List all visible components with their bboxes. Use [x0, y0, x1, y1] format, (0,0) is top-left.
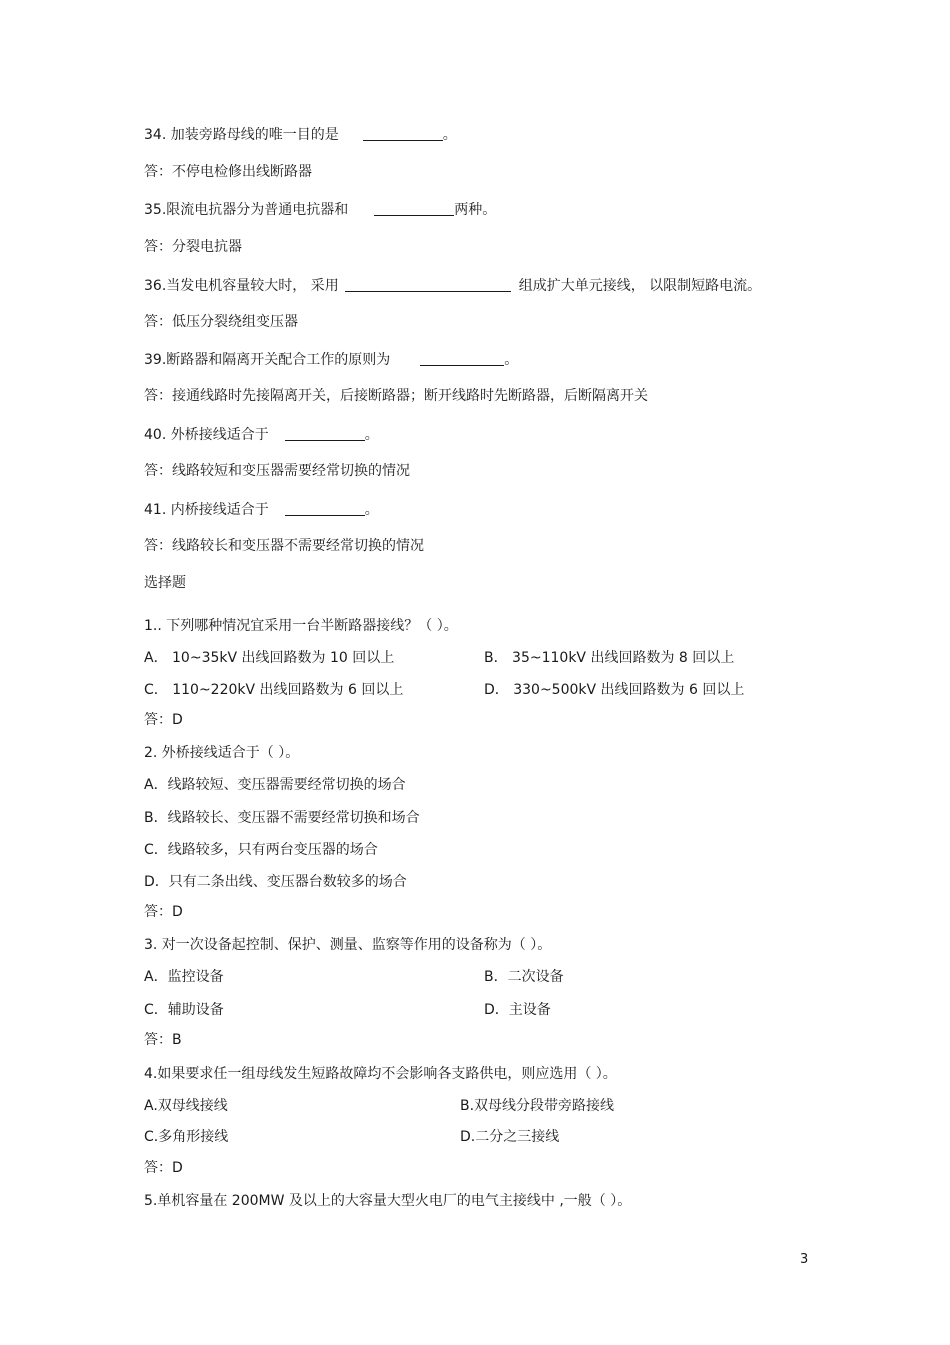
choice-question-2: 2. 外桥接线适合于（ ）。 [144, 745, 300, 761]
option-b: B． 35~110kV 出线回路数为 8 回以上 [484, 650, 735, 666]
answer-34: 答：不停电检修出线断路器 [144, 164, 312, 180]
question-tail: 。 [364, 427, 379, 443]
question-41 [144, 501, 379, 519]
answer-blank [285, 501, 365, 516]
option-b: B.双母线分段带旁路接线 [460, 1098, 615, 1114]
option-c: C．辅助设备 [144, 1002, 224, 1018]
question-text: 35.限流电抗器分为普通电抗器和 [144, 202, 349, 218]
choice-answer-4: 答：D [144, 1160, 183, 1176]
answer-35: 答：分裂电抗器 [144, 239, 242, 255]
answer-blank [420, 351, 504, 366]
choice-question-3: 3. 对一次设备起控制、保护、测量、监察等作用的设备称为（ ）。 [144, 937, 552, 953]
question-tail: 。 [442, 127, 457, 143]
page-number: 3 [800, 1252, 809, 1267]
answer-40: 答：线路较短和变压器需要经常切换的情况 [144, 463, 410, 479]
question-text: 40. 外桥接线适合于 [144, 427, 269, 443]
answer-blank [285, 426, 365, 441]
choice-answer-3: 答：B [144, 1032, 182, 1048]
choice-question-4: 4.如果要求任一组母线发生短路故障均不会影响各支路供电，则应选用（ ）。 [144, 1066, 617, 1082]
option-d: D．只有二条出线、变压器台数较多的场合 [144, 874, 407, 890]
question-text: 36.当发电机容量较大时， 采用 [144, 278, 339, 294]
question-39 [144, 351, 518, 369]
question-36 [144, 277, 761, 295]
option-a: A．线路较短、变压器需要经常切换的场合 [144, 777, 406, 793]
option-d: D.二分之三接线 [460, 1129, 560, 1145]
question-text: 41. 内桥接线适合于 [144, 502, 269, 518]
option-b: B．线路较长、变压器不需要经常切换和场合 [144, 810, 420, 826]
section-title: 选择题 [144, 575, 186, 591]
option-c: C． 110~220kV 出线回路数为 6 回以上 [144, 682, 404, 698]
question-text: 39.断路器和隔离开关配合工作的原则为 [144, 352, 391, 368]
question-40 [144, 426, 379, 444]
question-tail: 。 [364, 502, 379, 518]
choice-question-5: 5.单机容量在 200MW 及以上的大容量大型火电厂的电气主接线中 ,一般（ ）。 [144, 1193, 632, 1209]
answer-blank [363, 126, 443, 141]
option-c: C．线路较多，只有两台变压器的场合 [144, 842, 378, 858]
question-35 [144, 201, 496, 219]
question-tail: 两种。 [454, 202, 497, 218]
question-34 [144, 126, 457, 144]
choice-answer-2: 答：D [144, 904, 183, 920]
answer-36: 答：低压分裂绕组变压器 [144, 314, 298, 330]
option-b: B．二次设备 [484, 969, 564, 985]
answer-39: 答：接通线路时先接隔离开关，后接断路器；断开线路时先断路器，后断隔离开关 [144, 388, 648, 404]
answer-blank [374, 201, 454, 216]
answer-blank [345, 277, 511, 292]
question-tail: 组成扩大单元接线， 以限制短路电流。 [518, 278, 762, 294]
option-a: A．监控设备 [144, 969, 224, 985]
option-c: C.多角形接线 [144, 1129, 229, 1145]
choice-answer-1: 答：D [144, 712, 183, 728]
question-tail: 。 [504, 352, 519, 368]
question-text: 34. 加装旁路母线的唯一目的是 [144, 127, 339, 143]
option-a: A.双母线接线 [144, 1098, 228, 1114]
answer-41: 答：线路较长和变压器不需要经常切换的情况 [144, 538, 424, 554]
option-a: A． 10~35kV 出线回路数为 10 回以上 [144, 650, 395, 666]
option-d: D． 330~500kV 出线回路数为 6 回以上 [484, 682, 745, 698]
option-d: D．主设备 [484, 1002, 551, 1018]
choice-question-1: 1.. 下列哪种情况宜采用一台半断路器接线？（ ）。 [144, 618, 458, 634]
